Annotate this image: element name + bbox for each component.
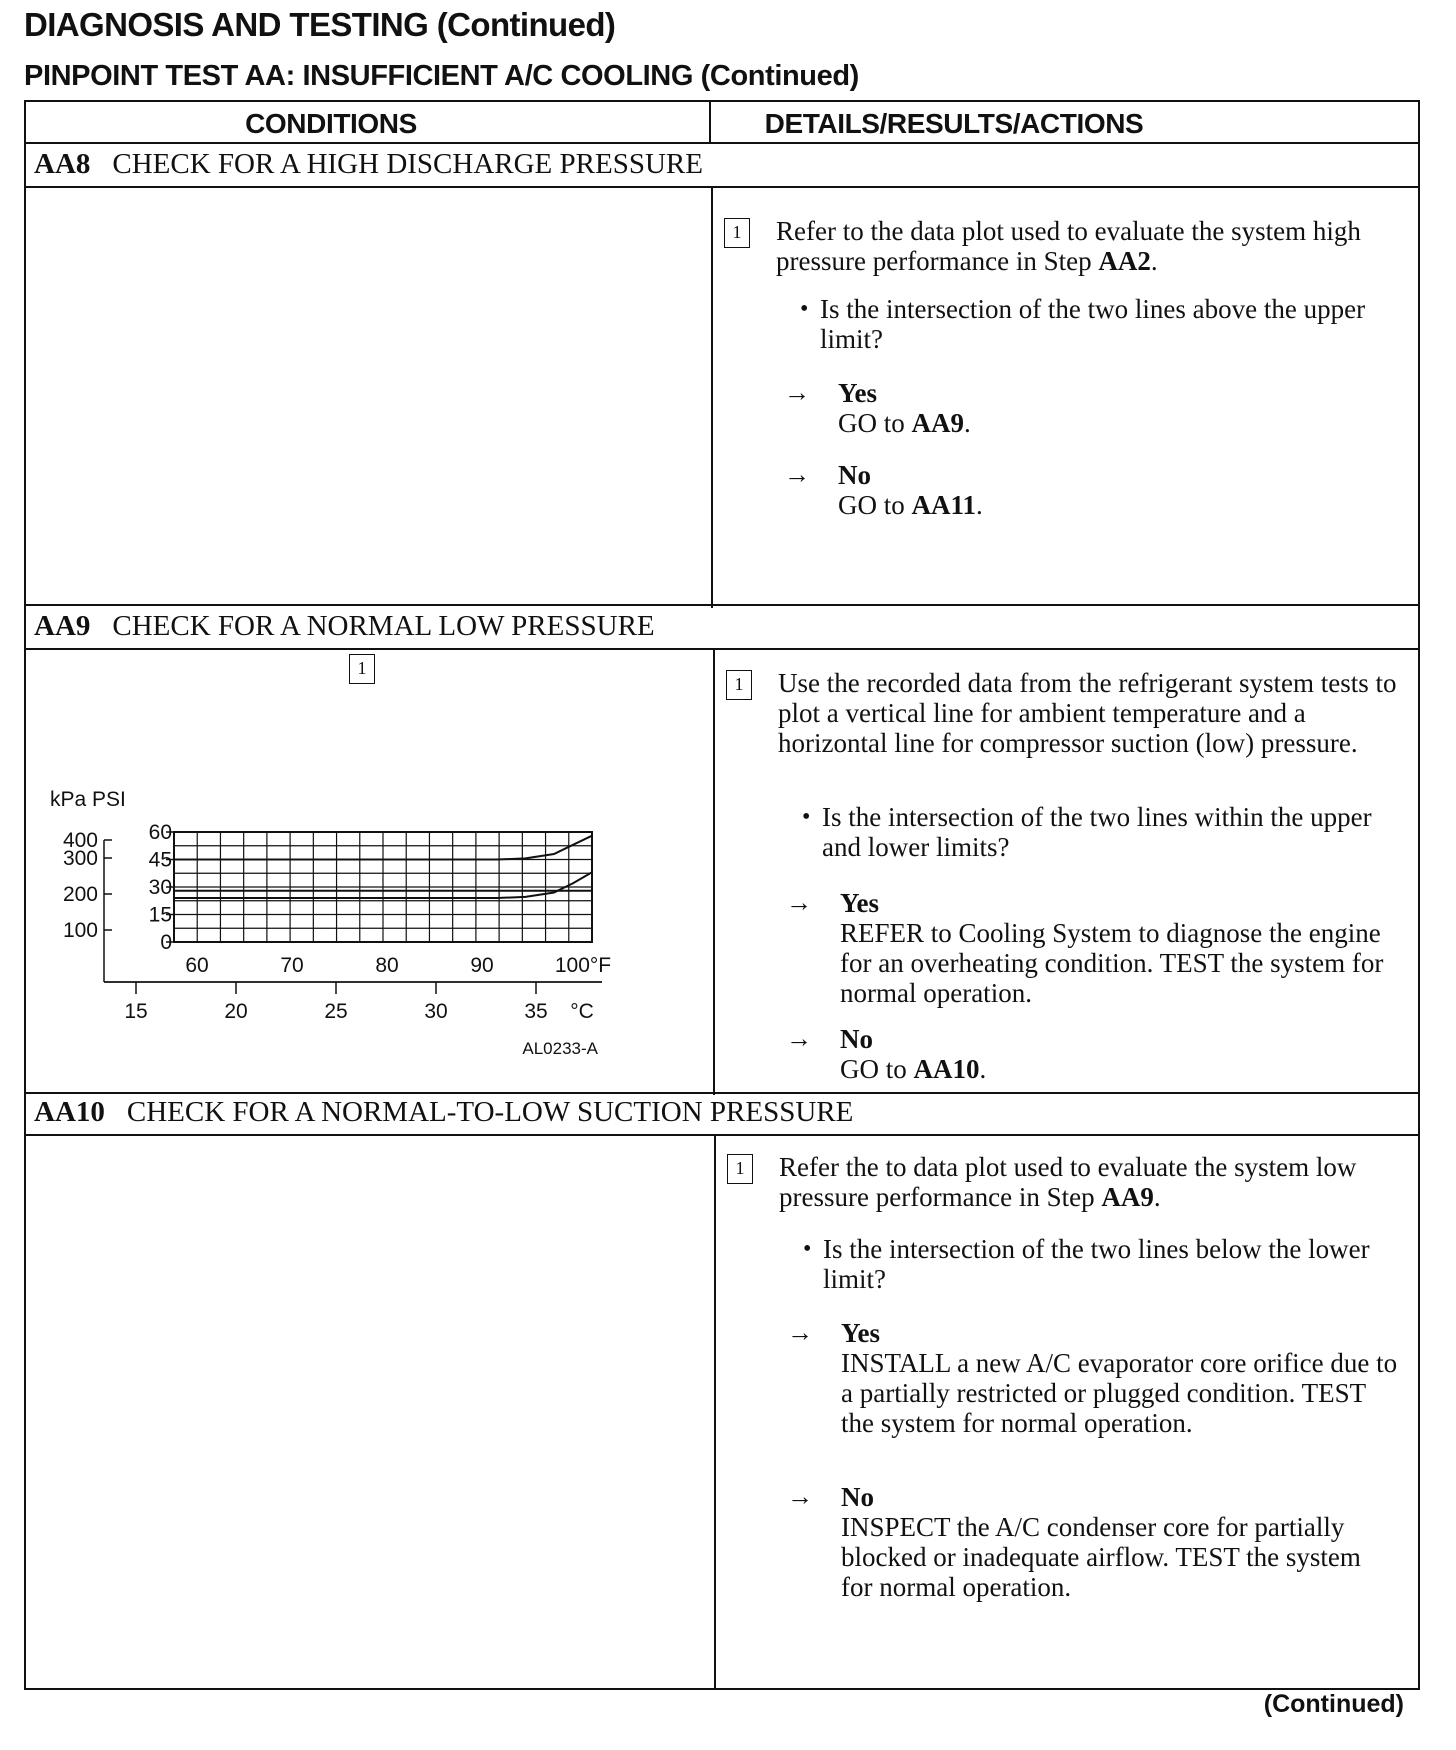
row-divider [26,604,1418,606]
action-question: Is the intersection of the two lines below the lower limit? [823,1234,1370,1294]
kpa-tick-label: 200 [62,883,98,906]
row-divider [26,186,1418,188]
fahrenheit-tick-label: 80 [375,954,399,977]
result-no: No GO to AA11. [838,460,983,520]
bullet-icon: • [803,1236,812,1262]
kpa-tick-label: 300 [62,847,98,870]
arrow-right-icon: → [784,378,810,407]
continued-footer: (Continued) [1263,1690,1404,1718]
result-no: No INSPECT the A/C condenser core for partially blocked or inadequate airflow. TEST the system for normal operation. [841,1482,1361,1602]
result-yes: Yes REFER to Cooling System to diagnose the engine for an overheating condition. TEST the system for normal operation. [840,888,1384,1008]
row-divider [26,1134,1418,1136]
row-divider [26,648,1418,650]
psi-tick-label: 45 [148,848,172,872]
kpa-tick-label: 100 [62,919,98,942]
bullet-icon: • [802,804,811,830]
column-header-actions: DETAILS/RESULTS/ACTIONS [764,108,1144,139]
bullet-icon: • [800,296,809,322]
action-question: Is the intersection of the two lines above the upper limit? [820,294,1366,354]
arrow-right-icon: → [787,1482,813,1511]
figure-id: AL0233-A [522,1039,598,1058]
action-instruction: Refer to the data plot used to evaluate the system high pressure performance in Step AA2. [776,216,1361,276]
celsius-tick-label: 35 [524,1000,548,1023]
step-title-text: CHECK FOR A HIGH DISCHARGE PRESSURE [112,148,703,180]
action-instruction: Use the recorded data from the refrigerant system tests to plot a vertical line for ambient temperature and a horizontal line for compressor suction (low) pressure. [778,668,1397,758]
step-title-aa9 [34,610,655,643]
table-header-row [26,102,1418,144]
column-divider [711,188,713,608]
celsius-tick-label: 15 [124,1000,148,1023]
celsius-tick-label: 25 [324,1000,348,1023]
step-title-text: CHECK FOR A NORMAL LOW PRESSURE [112,610,655,642]
step-id: AA8 [34,148,91,180]
action-question: Is the intersection of the two lines within the upper and lower limits? [822,802,1372,862]
column-divider [714,1136,716,1688]
pinpoint-test-table [24,100,1420,1690]
column-header-conditions: CONDITIONS [245,108,417,139]
psi-tick-label: 0 [160,931,172,954]
arrow-right-icon: → [786,888,812,917]
condition-number-box: 1 [349,654,375,684]
step-title-aa10 [34,1096,853,1129]
action-number-box: 1 [726,670,752,700]
pinpoint-test-title: PINPOINT TEST AA: INSUFFICIENT A/C COOLING (Continued) [24,60,859,92]
result-no: No GO to AA10. [840,1024,987,1084]
celsius-tick-label: 30 [424,1000,448,1023]
fahrenheit-tick-label: 70 [280,954,304,977]
fahrenheit-tick-label: 90 [470,954,494,977]
result-yes: Yes INSTALL a new A/C evaporator core orifice due to a partially restricted or plugged condition. TEST the system for normal operation. [841,1318,1398,1438]
arrow-right-icon: → [787,1318,813,1347]
step-title-text: CHECK FOR A NORMAL-TO-LOW SUCTION PRESSURE [126,1096,854,1128]
action-instruction: Refer the to data plot used to evaluate the system low pressure performance in Step AA9. [779,1152,1357,1212]
psi-tick-label: 15 [148,903,172,927]
y-axis-label: kPa PSI [50,788,126,811]
page-title: DIAGNOSIS AND TESTING (Continued) [24,6,616,43]
celsius-unit-label: °C [570,1000,594,1023]
fahrenheit-tick-label: 60 [185,954,209,977]
fahrenheit-tick-label: 100°F [554,954,612,977]
action-number-box: 1 [724,218,750,248]
pressure-temperature-chart [26,662,706,1092]
arrow-right-icon: → [786,1024,812,1053]
row-divider [26,1092,1418,1094]
step-title-aa8 [34,148,703,181]
step-id: AA10 [34,1096,105,1128]
psi-tick-label: 30 [148,876,172,899]
celsius-tick-label: 20 [224,1000,248,1023]
kpa-tick-label: 400 [62,829,98,852]
result-yes: Yes GO to AA9. [838,378,971,438]
column-divider [713,650,715,1095]
step-id: AA9 [34,610,91,642]
psi-tick-label: 60 [148,821,172,844]
arrow-right-icon: → [784,460,810,489]
action-number-box: 1 [727,1154,753,1184]
column-divider [709,102,711,144]
